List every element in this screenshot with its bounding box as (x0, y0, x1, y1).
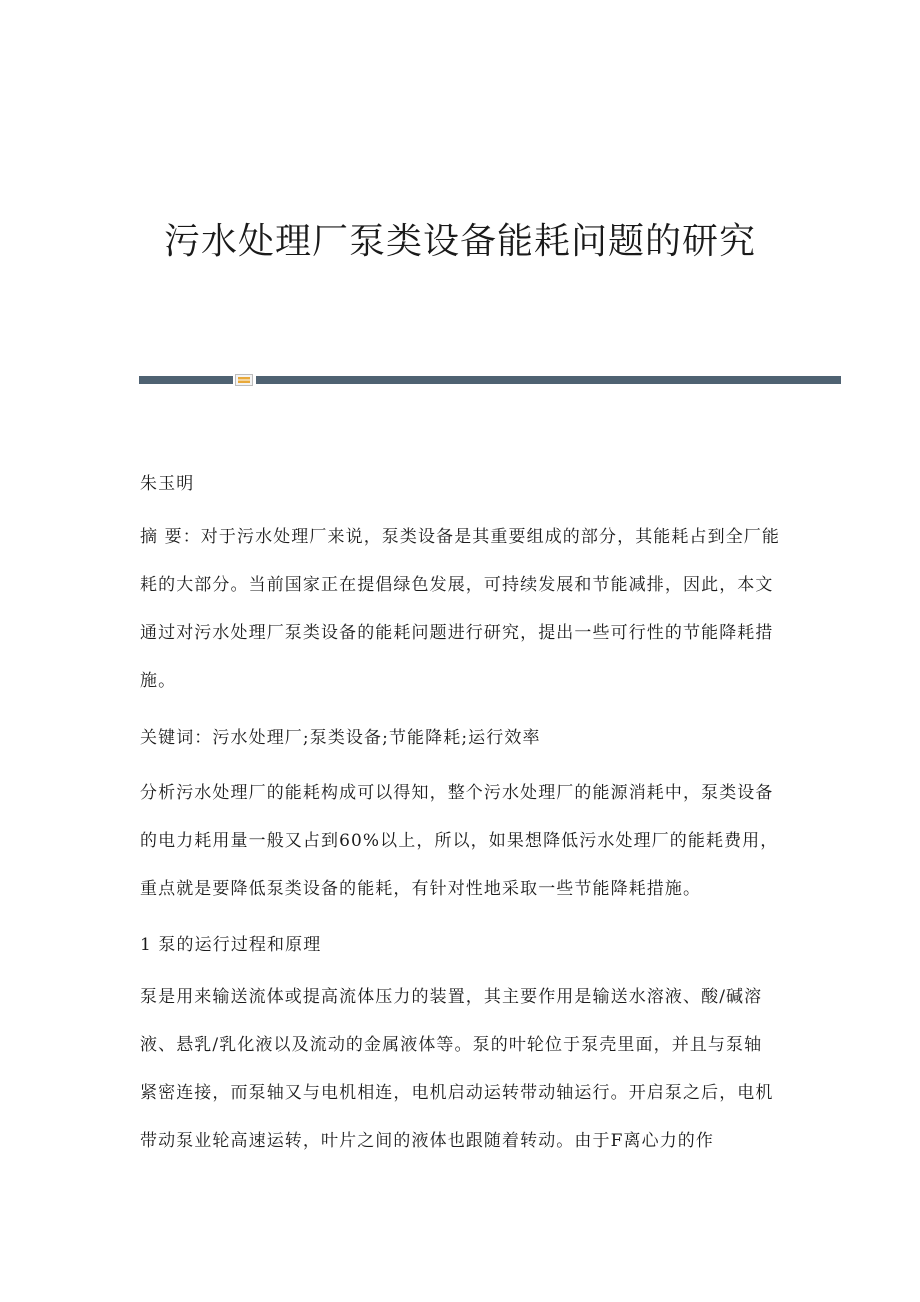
abstract-paragraph: 摘 要：对于污水处理厂来说，泵类设备是其重要组成的部分，其能耗占到全厂能耗的大部分。当前国家正在提倡绿色发展，可持续发展和节能减排，因此，本文通过对污水处理厂泵类设备的能耗问题进行研究，提出一些可行性的节能降耗措施。 (140, 527, 781, 691)
section-body-paragraph: 泵是用来输送流体或提高流体压力的装置，其主要作用是输送水溶液、酸/碱溶液、悬乳/乳化液以及流动的金属液体等。泵的叶轮位于泵壳里面，并且与泵轴紧密连接，而泵轴又与电机相连，电机启动运转带动轴运行。开启泵之后，电机带动泵业轮高速运转，叶片之间的液体也跟随着转动。由于F离心力的作 (140, 987, 774, 1151)
divider-bar-right (256, 376, 841, 384)
keywords-line: 关键词：污水处理厂;泵类设备;节能降耗;运行效率 (140, 728, 541, 748)
section-heading: 1 泵的运行过程和原理 (140, 935, 322, 955)
title-divider (139, 374, 841, 386)
document-emblem-icon (235, 374, 253, 386)
author-name: 朱玉明 (140, 474, 195, 494)
intro-paragraph: 分析污水处理厂的能耗构成可以得知，整个污水处理厂的能源消耗中，泵类设备的电力耗用量一般又占到60%以上，所以，如果想降低污水处理厂的能耗费用，重点就是要降低泵类设备的能耗，有针对性地采取一些节能降耗措施。 (140, 783, 779, 899)
document-title: 污水处理厂泵类设备能耗问题的研究 (163, 221, 756, 262)
divider-bar-left (139, 376, 233, 384)
